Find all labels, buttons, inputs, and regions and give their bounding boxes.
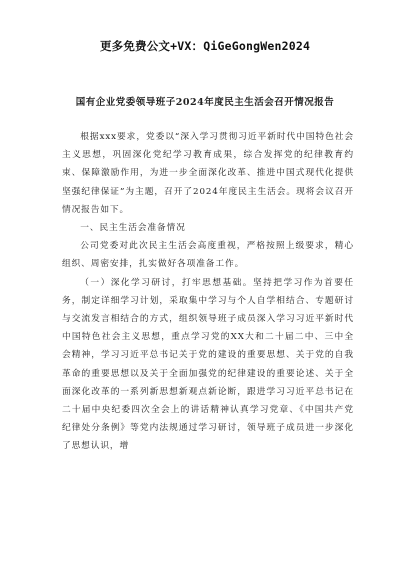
document-body [62,128,354,456]
paragraph-study: （一）深化学习研讨，打牢思想基础。坚持把学习作为首要任务，制定详细学习计划，采取集中学习与个人自学相结合、专题研讨与交流发言相结合的方式，组织领导班子成员深入学习习近平新时代中国特色社会主义思想，重点学习党的XX大和二十届二中、三中全会精神，学习习近平总书记关于党的建设的重要思想、关于党的自我革命的重要思想以及关于全面加强党的纪律建设的重要论述、关于全面深化改革的一系列新思想新观点新论断，跟进学习习近平总书记在二十届中央纪委四次全会上的讲话精神认真学习党章、《中国共产党纪律处分条例》等党内法规通过学习研讨，领导班子成员进一步深化了思想认识，增 [62,277,354,452]
paragraph-overview: 公司党委对此次民主生活会高度重视，严格按照上级要求，精心组织、周密安排，扎实做好各项准备工作。 [62,241,354,270]
section-heading-1: 一、民主生活会准备情况 [80,223,186,234]
promo-banner: 更多免费公文+VX：QiGeGongWen2024 [99,39,311,53]
paragraph-intro: 根据xxx要求，党委以“深入学习贯彻习近平新时代中国特色社会主义思想，巩固深化党纪学习教育成果，综合发挥党的纪律教育约束、保障激励作用，为进一步全面深化改革、推进中国式现代化提供坚强纪律保证”为主题，召开了2024年度民主生活会。现将会议召开情况报告如下。 [62,132,354,215]
document-title: 国有企业党委领导班子2024年度民主生活会召开情况报告 [75,97,335,108]
